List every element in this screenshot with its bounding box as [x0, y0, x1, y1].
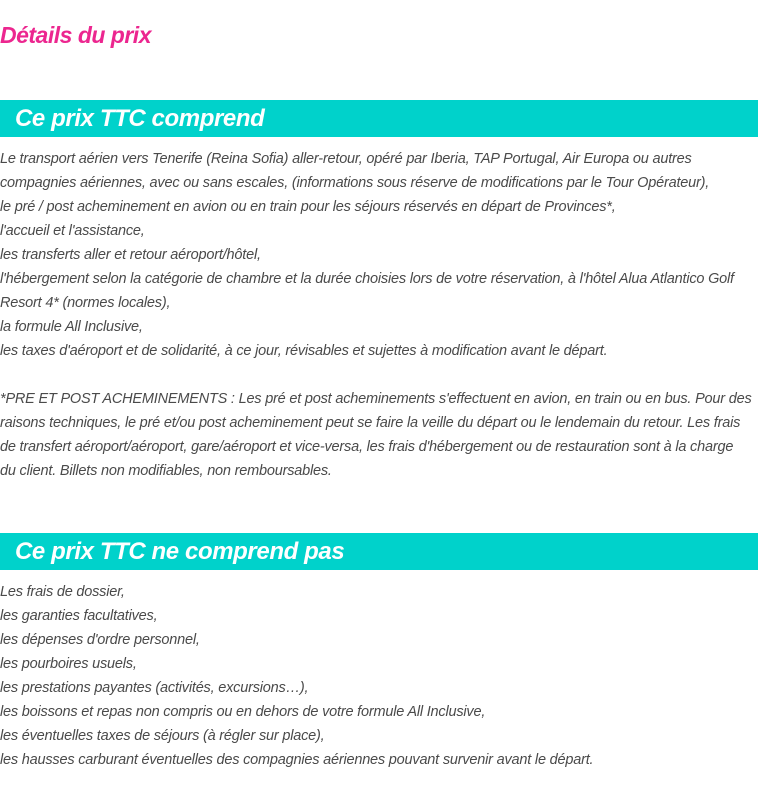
excluded-section-heading: Ce prix TTC ne comprend pas — [15, 538, 345, 565]
included-item: l'hébergement selon la catégorie de chambre et la durée choisies lors de votre réservation, à l'hôtel Alua Atlantico Golf — [0, 271, 734, 287]
included-item: le pré / post acheminement en avion ou en train pour les séjours réservés en départ de Provinces*, — [0, 199, 616, 215]
included-item: Le transport aérien vers Tenerife (Reina Sofia) aller-retour, opéré par Iberia, TAP Portugal, Air Europa ou autres — [0, 151, 692, 167]
included-item: Resort 4* (normes locales), — [0, 295, 171, 311]
included-section-body — [0, 147, 758, 483]
excluded-section-banner — [0, 533, 758, 570]
paragraph-gap — [0, 363, 758, 387]
excluded-item: les dépenses d'ordre personnel, — [0, 632, 200, 648]
excluded-item: les éventuelles taxes de séjours (à régler sur place), — [0, 728, 325, 744]
excluded-item: les hausses carburant éventuelles des compagnies aériennes pouvant survenir avant le départ. — [0, 752, 594, 768]
included-item: les taxes d'aéroport et de solidarité, à ce jour, révisables et sujettes à modification avant le départ. — [0, 343, 608, 359]
excluded-item: les prestations payantes (activités, excursions…), — [0, 680, 309, 696]
excluded-item: les pourboires usuels, — [0, 656, 137, 672]
page-title: Détails du prix — [0, 22, 151, 48]
excluded-section-body — [0, 580, 758, 772]
included-item: les transferts aller et retour aéroport/hôtel, — [0, 247, 261, 263]
included-section-banner — [0, 100, 758, 137]
transfer-note-line: raisons techniques, le pré et/ou post acheminement peut se faire la veille du départ ou le lendemain du retour. Les frais — [0, 415, 741, 431]
included-item: compagnies aériennes, avec ou sans escales, (informations sous réserve de modifications par le Tour Opérateur), — [0, 175, 710, 191]
excluded-item: Les frais de dossier, — [0, 584, 125, 600]
transfer-note-line: du client. Billets non modifiables, non remboursables. — [0, 463, 332, 479]
included-item: la formule All Inclusive, — [0, 319, 143, 335]
transfer-note-line: de transfert aéroport/aéroport, gare/aéroport et vice-versa, les frais d'hébergement ou de restauration sont à la charge — [0, 439, 734, 455]
included-item: l'accueil et l'assistance, — [0, 223, 145, 239]
excluded-item: les boissons et repas non compris ou en dehors de votre formule All Inclusive, — [0, 704, 486, 720]
transfer-note-line: *PRE ET POST ACHEMINEMENTS : Les pré et post acheminements s'effectuent en avion, en train ou en bus. Pour des — [0, 391, 752, 407]
included-section-heading: Ce prix TTC comprend — [15, 105, 265, 132]
excluded-item: les garanties facultatives, — [0, 608, 158, 624]
